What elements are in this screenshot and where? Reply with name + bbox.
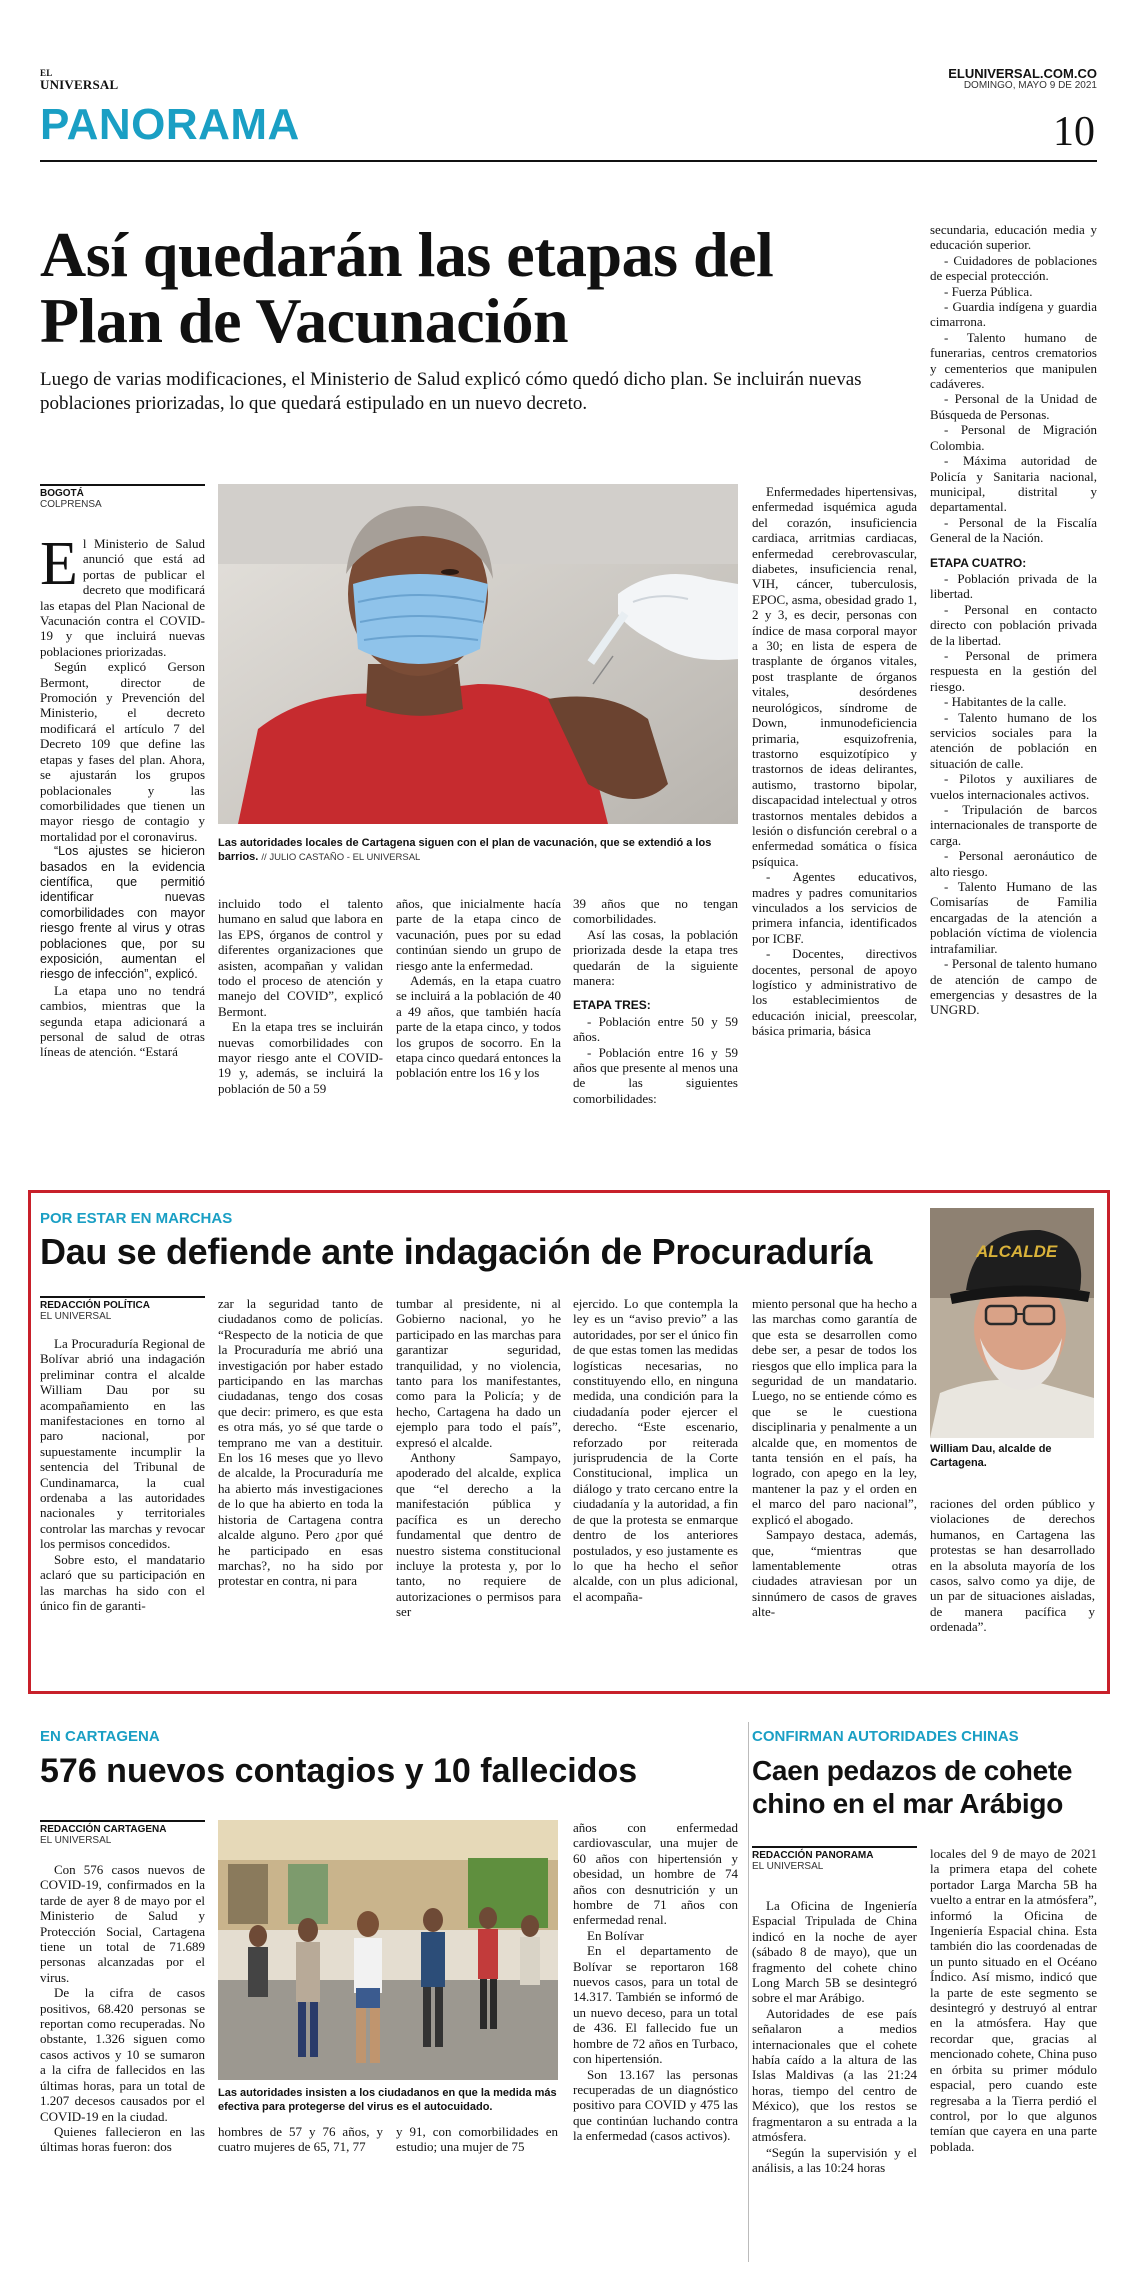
china-headline: Caen pedazos de cohete chino en el mar Arábigo <box>752 1755 1073 1819</box>
street-crowd-photo-art <box>218 1820 558 2080</box>
main-column-3 <box>396 896 561 1111</box>
paragraph: “Según la supervisión y el análisis, a las 10:24 horas <box>752 2144 917 2175</box>
william-dau-photo <box>930 1208 1094 1438</box>
photo-caption: William Dau, alcalde de Cartagena. <box>930 1443 1052 1469</box>
list-item: - Tripulación de barcos internacionales de transporte de carga. <box>930 802 1097 848</box>
dau-headline: Dau se defiende ante indagación de Procuraduría <box>40 1231 873 1272</box>
street-crowd-photo <box>218 1820 558 2080</box>
main-column-5 <box>752 484 917 1111</box>
main-headline: Así quedarán las etapas del Plan de Vacunación <box>40 219 774 356</box>
cartagena-kicker: EN CARTAGENA <box>40 1728 160 1745</box>
column-divider <box>748 1722 749 2262</box>
cartagena-column-1 <box>40 1862 205 2267</box>
list-item: - Personal de primera respuesta en la gestión del riesgo. <box>930 647 1097 694</box>
paragraph: locales del 9 de mayo de 2021 la primera etapa del cohete portador Larga Marcha 5B ha vuelto a entrar en la atmósfera”, informó la Oficina de Ingeniería Espacial china. Esta también dio las coordenadas de un punto situado en el Océano Índico. Así mismo, indicó que la parte de este segmento se desintegró y destruyó al entrar en la atmósfera. Hay que recordar que, gracias al mencionado cohete, China puso en órbita su primer módulo espacial, pero cuando este regresaba a la Tierra perdió el control, por lo que algunos temían que cayera en una parte poblada. <box>930 1846 1097 2154</box>
paragraph: l Ministerio de Salud anunció que está ad portas de publicar el decreto que modificará las etapas del Plan Nacional de Vacunación contra el COVID-19 y que incluirá nuevas poblaciones priorizadas. <box>40 536 205 659</box>
photo-caption <box>218 836 738 865</box>
dau-column-1 <box>40 1336 205 1681</box>
cartagena-column-3 <box>396 2124 558 2164</box>
paragraph: Así las cosas, la población priorizada desde la etapa tres quedarán de la siguiente manera: <box>573 926 738 989</box>
paragraph: hombres de 57 y 76 años, y cuatro mujeres de 65, 71, 77 <box>218 2124 383 2155</box>
page-number: 10 <box>1053 109 1095 155</box>
subhead-etapa-tres: ETAPA TRES: <box>573 998 651 1013</box>
list-item: - Cuidadores de poblaciones de especial protección. <box>930 252 1097 284</box>
byline-source: COLPRENSA <box>40 499 102 510</box>
paragraph: zar la seguridad tanto de ciudadanos como de policías. “Respecto de la noticia de que la Procuraduría me abrió una investigación por haber estado participando en las marchas ciudadanas, tengo dos cosas que decir: primero, es que esta es otra más, yo sé que tarde o temprano me van a destituir. En los 16 meses que yo llevo de alcalde, la Procuraduría me ha abierto más investigaciones de lo que ha abierto en toda la historia de Cartagena contra alcalde alguno. Pero ¿por qué he participado en esas marchas?, no ha sido por protestar en contra, ni para <box>218 1296 383 1589</box>
main-column-6 <box>930 222 1097 1112</box>
paragraph: miento personal que ha hecho a las marchas como garantía de que esta se desarrollen como debe ser, a pesar de todos los riesgos que ello implica para la seguridad de un mandatario. Luego, no se entiende cómo es que se le cuestiona disciplinaria y penalmente a un alcalde que, en momentos de tanta tensión en el país, ha logrado, con apego en la ley, mantener la paz y el orden en el marco del paro nacional”, explicó el abogado. <box>752 1296 917 1527</box>
byline-source: EL UNIVERSAL <box>40 1835 112 1846</box>
issue-date: DOMINGO, MAYO 9 DE 2021 <box>963 80 1097 91</box>
list-item: - Guardia indígena y guardia cimarrona. <box>930 299 1097 330</box>
byline-city: REDACCIÓN PANORAMA <box>752 1846 917 1861</box>
list-item: - Máxima autoridad de Policía y Sanitaria nacional, municipal, distrital y departamental. <box>930 453 1097 515</box>
main-column-2 <box>218 896 383 1111</box>
cartagena-byline <box>40 1820 205 1846</box>
vaccination-photo <box>218 484 738 824</box>
logo-line-2: UNIVERSAL <box>40 77 119 92</box>
list-item: - Talento Humano de las Comisarías de Familia encargadas de la atención a población víctima de violencia intrafamiliar. <box>930 879 1097 956</box>
paragraph: 39 años que no tengan comorbilidades. <box>573 896 738 927</box>
site-url[interactable]: ELUNIVERSAL.COM.CO <box>948 66 1097 81</box>
list-item: - Población privada de la libertad. <box>930 570 1097 602</box>
list-item: - Talento humano de funerarias, centros crematorios y cementerios que manipulen cadáveres. <box>930 329 1097 392</box>
paragraph: La etapa uno no tendrá cambios, mientras que la segunda etapa adicionará a personal de salud de otras líneas de atención. “Estará <box>40 982 205 1060</box>
paragraph: De la cifra de casos positivos, 68.420 personas se reportan como recuperadas. No obstante, 1.326 siguen como casos activos y 10 se sumaron a la cifra de fallecidos en las últimas horas, para un total de 1.207 decesos causados por el COVID-19 en la ciudad. <box>40 1985 205 2124</box>
byline-city: BOGOTÁ <box>40 484 205 499</box>
list-item: - Personal de talento humano de atención de campo de emergencias y desastres de la UNGRD. <box>930 956 1097 1018</box>
paragraph: Son 13.167 las personas recuperadas de un diagnóstico positivo para COVID y 475 las que continúan luchando contra la enfermedad (casos activos). <box>573 2066 738 2144</box>
newspaper-logo <box>40 68 118 90</box>
china-column-1 <box>752 1898 917 2268</box>
subhead-en-bolivar: En Bolívar <box>587 1927 644 1943</box>
paragraph: Sobre esto, el mandatario aclaró que su participación en las marchas ha sido con el único fin de garanti- <box>40 1551 205 1613</box>
paragraph: La Procuraduría Regional de Bolívar abrió una indagación preliminar contra el alcalde William Dau por su acompañamiento en las manifestaciones en torno al paro nacional, por supuestamente incumplir la sentencia del Tribunal de Cundinamarca, la cual ordenaba a las autoridades nacionales y territoriales controlar las marchas y revocar los permisos concedidos. <box>40 1336 205 1552</box>
paragraph: En la etapa tres se incluirán nuevas comorbilidades con mayor riesgo ante el COVID-19 y, además, se incluirá la población de 50 a 59 <box>218 1019 383 1096</box>
paragraph: Anthony Sampayo, apoderado del alcalde, explica que “el derecho a la manifestación pública y pacífica es un derecho fundamental que dentro de nuestro sistema constitucional incluye la protesta y, por lo tanto, no requiere de autorizaciones o permisos para ser <box>396 1450 561 1620</box>
paragraph: tumbar al presidente, ni al Gobierno nacional, yo he participado en las marchas para garantizar seguridad, tranquilidad, y no violencia, tanto para los manifestantes, como para la Policía; y de hecho, Cartagena ha dado un ejemplo para todo el país”, expresó el alcalde. <box>396 1296 561 1450</box>
dau-byline <box>40 1296 205 1322</box>
main-deck: Luego de varias modificaciones, el Ministerio de Salud explicó cómo quedó dicho plan. Se incluirán nuevas poblaciones priorizadas, lo que quedará estipulado en un nuevo decreto. <box>40 369 862 414</box>
paragraph: incluido todo el talento humano en salud que labora en las EPS, órganos de control y diferentes organizaciones que asisten, acompañan y validan todo el proceso de atención y manejo del COVID”, explicó Bermont. <box>218 896 383 1019</box>
paragraph: años, que inicialmente hacía parte de la etapa cinco de vacunación, pues por su edad continúan siendo un grupo de riesgo ante la enfermedad. <box>396 896 561 973</box>
paragraph: y 91, con comorbilidades en estudio; una mujer de 75 <box>396 2124 558 2155</box>
dau-kicker: POR ESTAR EN MARCHAS <box>40 1210 233 1227</box>
paragraph: raciones del orden público y violaciones de derechos humanos, en Cartagena las protestas se han desarrollado en la absoluta mayoría de los casos, salvo como ya dije, de un par de situaciones aisladas, de manera pacífica y ordenada”. <box>930 1496 1095 1635</box>
paragraph: Autoridades de ese país señalaron a medios internacionales que el cohete había caído a la altura de las Islas Maldivas (a las 21:24 horas, tiempo del centro de México), que los restos se fragmentaron a su entrada a la atmósfera. <box>752 2005 917 2145</box>
subhead-etapa-cuatro: ETAPA CUATRO: <box>930 555 1027 570</box>
main-byline <box>40 484 205 510</box>
list-item: secundaria, educación media y educación superior. <box>930 222 1097 253</box>
dropcap: E <box>40 536 78 598</box>
list-item: - Población entre 50 y 59 años. <box>573 1013 738 1045</box>
cartagena-column-4 <box>573 1820 738 2265</box>
list-item: - Pilotos y auxiliares de vuelos internacionales activos. <box>930 771 1097 802</box>
paragraph: años con enfermedad cardiovascular, una mujer de 60 años con hipertensión y obesidad, un hombre de 74 años con desnutrición y un hombre de 71 años con enfermedad renal. <box>573 1820 738 1928</box>
paragraph: Quienes fallecieron en las últimas horas fueron: dos <box>40 2123 205 2155</box>
byline-city: REDACCIÓN CARTAGENA <box>40 1820 205 1835</box>
cartagena-column-2 <box>218 2124 383 2164</box>
list-item: - Personal de la Unidad de Búsqueda de Personas. <box>930 391 1097 422</box>
dau-column-3 <box>396 1296 561 1681</box>
dau-column-4 <box>573 1296 738 1681</box>
dau-column-6 <box>930 1496 1095 1681</box>
photo-caption: Las autoridades insisten a los ciudadanos en que la medida más efectiva para protegerse del virus es el autocuidado. <box>218 2087 557 2113</box>
paragraph: En el departamento de Bolívar se reportaron 168 nuevos casos, para un total de 14.317. También se informó de un nuevo deceso, para un total de 436. El fallecido fue un hombre de 72 años en Turbaco, con hipertensión. <box>573 1943 738 2067</box>
paragraph: La Oficina de Ingeniería Espacial Tripulada de China indicó en la noche de ayer (sábado 8 de mayo), que un fragmento del cohete chino Long March 5B se desintegró sobre el mar Arábigo. <box>752 1898 917 2006</box>
paragraph: “Los ajustes se hicieron basados en la evidencia científica, que permitió identificar nuevas comorbilidades con mayor riesgo frente al virus y otras poblaciones que, por su exposición, aumentan el riesgo de infección”, explicó. <box>40 844 205 982</box>
cap-text: ALCALDE <box>976 1242 1058 1261</box>
photo-credit: // JULIO CASTAÑO - EL UNIVERSAL <box>261 852 421 863</box>
paragraph: Además, en la etapa cuatro se incluirá a la población de 40 a 49 años, que también hacía parte de la etapa cinco, y todos los grupos de socorro. En la etapa cinco quedará entonces la población entre los 16 y los <box>396 973 561 1081</box>
caption-text: Las autoridades locales de Cartagena siguen con el plan de vacunación, que se extendió a los barrios. <box>218 837 712 863</box>
list-item: - Agentes educativos, madres y padres comunitarios vinculados a los servicios de primera infancia, identificados por ICBF. <box>752 869 917 946</box>
paragraph: Según explicó Gerson Bermont, director de Promoción y Prevención del Ministerio, el decreto modificará el artículo 7 del Decreto 109 que define las etapas y fases del plan. Ahora, se ajustarán los grupos poblacionales y las comorbilidades que tienen un mayor riesgo de contagio y mortalidad por el coronavirus. <box>40 659 205 844</box>
china-kicker: CONFIRMAN AUTORIDADES CHINAS <box>752 1728 1019 1745</box>
china-column-2 <box>930 1846 1097 2266</box>
list-item: - Docentes, directivos docentes, personal de apoyo logístico y administrativo de los establecimientos de educación inicial, preescolar, básica primaria, básica <box>752 946 917 1039</box>
paragraph: Sampayo destaca, además, que, “mientras que lamentablemente otras ciudades atraviesan por un sinnúmero de casos de graves alte- <box>752 1527 917 1620</box>
logo-line-1: EL <box>40 68 53 78</box>
list-item: - Fuerza Pública. <box>944 283 1033 299</box>
main-column-1 <box>40 536 205 1106</box>
china-byline <box>752 1846 917 1872</box>
byline-city: REDACCIÓN POLÍTICA <box>40 1296 205 1311</box>
list-item: - Talento humano de los servicios sociales para la atención de población en situación de calle. <box>930 709 1097 771</box>
byline-source: EL UNIVERSAL <box>40 1311 112 1322</box>
dau-column-2 <box>218 1296 383 1681</box>
list-item: - Población entre 16 y 59 años que presente al menos una de las siguientes comorbilidades: <box>573 1044 738 1106</box>
list-item: - Habitantes de la calle. <box>944 694 1067 710</box>
cartagena-headline: 576 nuevos contagios y 10 fallecidos <box>40 1752 638 1790</box>
paragraph: Con 576 casos nuevos de COVID-19, confirmados en la tarde de ayer 8 de mayo por el Ministerio de Salud y Protección Social, Cartagena tiene un total de 71.689 personas alcanzadas por el virus. <box>40 1862 205 1985</box>
list-item: - Personal de la Fiscalía General de la Nación. <box>930 514 1097 546</box>
section-title: PANORAMA <box>40 100 300 149</box>
dau-column-5 <box>752 1296 917 1681</box>
paragraph: Enfermedades hipertensivas, enfermedad isquémica aguda del corazón, insuficiencia cardiaca, arritmias cardiacas, enfermedad cerebrovascular, diabetes, insuficiencia renal, VIH, cáncer, tuberculosis, EPOC, asma, obesidad grado 1, 2 y 3, es decir, personas con índice de masa corporal mayor a 30; en lista de espera de trasplante de órganos vitales, post trasplante de órganos vitales, desórdenes neurológicos, síndrome de Down, inmunodeficiencia primaria, esquizofrenia, trastorno esquizotípico y trastornos de ideas delirantes, autismo, trastorno bipolar, discapacidad intelectual y otros trastornos mentales debidos a lesión o disfunción cerebral o a enfermedad somática o física psíquica. <box>752 484 917 869</box>
paragraph: ejercido. Lo que contempla la ley es un “aviso previo” a las autoridades, por ser el único fin de que estas tomen las medidas logísticas necesarias, no constituyendo ello, en ninguna medida, una condición para la ciudadanía poder ejercer el derecho. “Este escenario, reforzado por reiterada jurisprudencia de la Corte Constitucional, implica un diálogo y trato cercano entre la ciudadanía y la autoridad, a fin de que la protesta se enmarque dentro de los anteriores postulados, y eso justamente es lo que ha hecho el señor alcalde, con un plus adicional, el acompaña- <box>573 1296 738 1604</box>
byline-source: EL UNIVERSAL <box>752 1861 824 1872</box>
main-column-4 <box>573 896 738 1111</box>
list-item: - Personal de Migración Colombia. <box>930 422 1097 453</box>
list-item: - Personal en contacto directo con población privada de la libertad. <box>930 601 1097 648</box>
list-item: - Personal aeronáutico de alto riesgo. <box>930 848 1097 879</box>
vaccination-photo-art <box>218 484 738 824</box>
header-divider <box>40 160 1097 162</box>
